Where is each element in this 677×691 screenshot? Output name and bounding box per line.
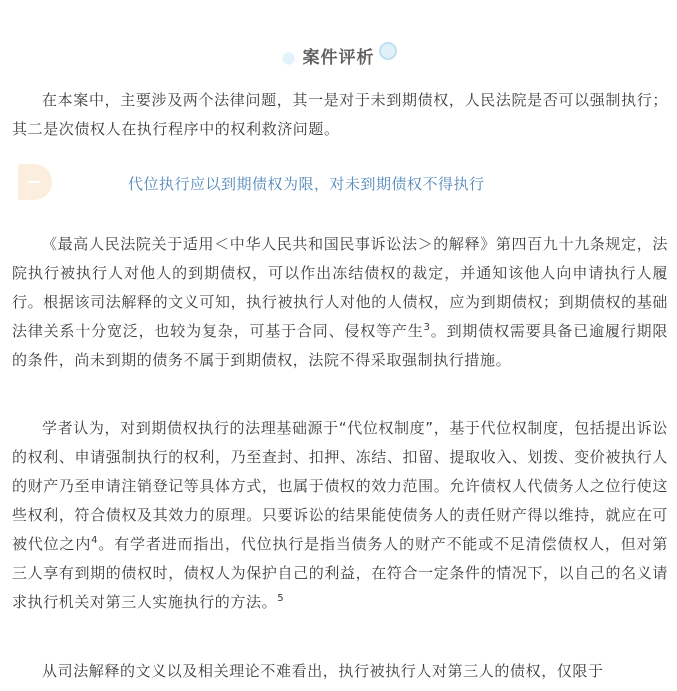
paragraph-text: 学者认为，对到期债权执行的法理基础源于“代位权制度”，基于代位权制度，包括提出诉讼的权利、申请强制执行的权利，乃至查封、扣押、冻结、扣留、提取收入、划拨、变价被执行人的财产乃至申请注销登记等具体方式，也属于债权的效力范围。允许债权人代债务人之位行使这些权利，符合债权及其效力的原理。只要诉讼的结果能使债务人的责任财产得以维持，就应在可被代位之内 — [12, 419, 668, 553]
paragraph-text-tail: 。到期债权需要具备已逾履行期限的条件，尚未到期的债务不属于到期债权，法院不得采取强制执行措施。 — [12, 322, 668, 369]
footnote-ref-4[interactable]: 4 — [91, 535, 99, 546]
footnote-ref-3[interactable]: 3 — [423, 322, 431, 333]
section-header — [0, 34, 677, 74]
paragraph-text-mid: 。有学者进而指出，代位执行是指当债务人的财产不能或不足清偿债权人，但对第三人享有到期的债权时，债权人为保护自己的利益，在符合一定条件的情况下，以自己的名义请求执行机关对第三人实施执行的方法。 — [12, 535, 668, 611]
paragraph-text: 《最高人民法院关于适用＜中华人民共和国民事诉讼法＞的解释》第四百九十九条规定，法院执行被执行人对他人的到期债权，可以作出冻结债权的裁定，并通知该他人向申请执行人履行。根据该司法解释的文义可知，执行被执行人对他的人债权，应为到期债权；到期债权的基础法律关系十分宽泛，也较为复杂，可基于合同、侵权等产生 — [12, 235, 668, 340]
subsection-title: 代位执行应以到期债权为限，对未到期债权不得执行 — [128, 175, 485, 193]
footnote-ref-5[interactable]: 5 — [277, 593, 285, 604]
subsection-heading — [0, 160, 677, 204]
badge-stroke — [28, 181, 40, 183]
circle-decoration — [379, 42, 397, 60]
paragraph-scholars — [12, 414, 668, 617]
paragraph-intro: 在本案中，主要涉及两个法律问题，其一是对于未到期债权，人民法院是否可以强制执行；其二是次债权人在执行程序中的权利救济问题。 — [12, 91, 668, 138]
section-title: 案件评析 — [302, 48, 375, 68]
d-badge-icon — [18, 164, 52, 200]
paragraph-judicial-interpretation — [12, 230, 668, 375]
paragraph-conclusion: 从司法解释的文义以及相关理论不难看出，执行被执行人对第三人的债权，仅限于 — [42, 662, 604, 680]
